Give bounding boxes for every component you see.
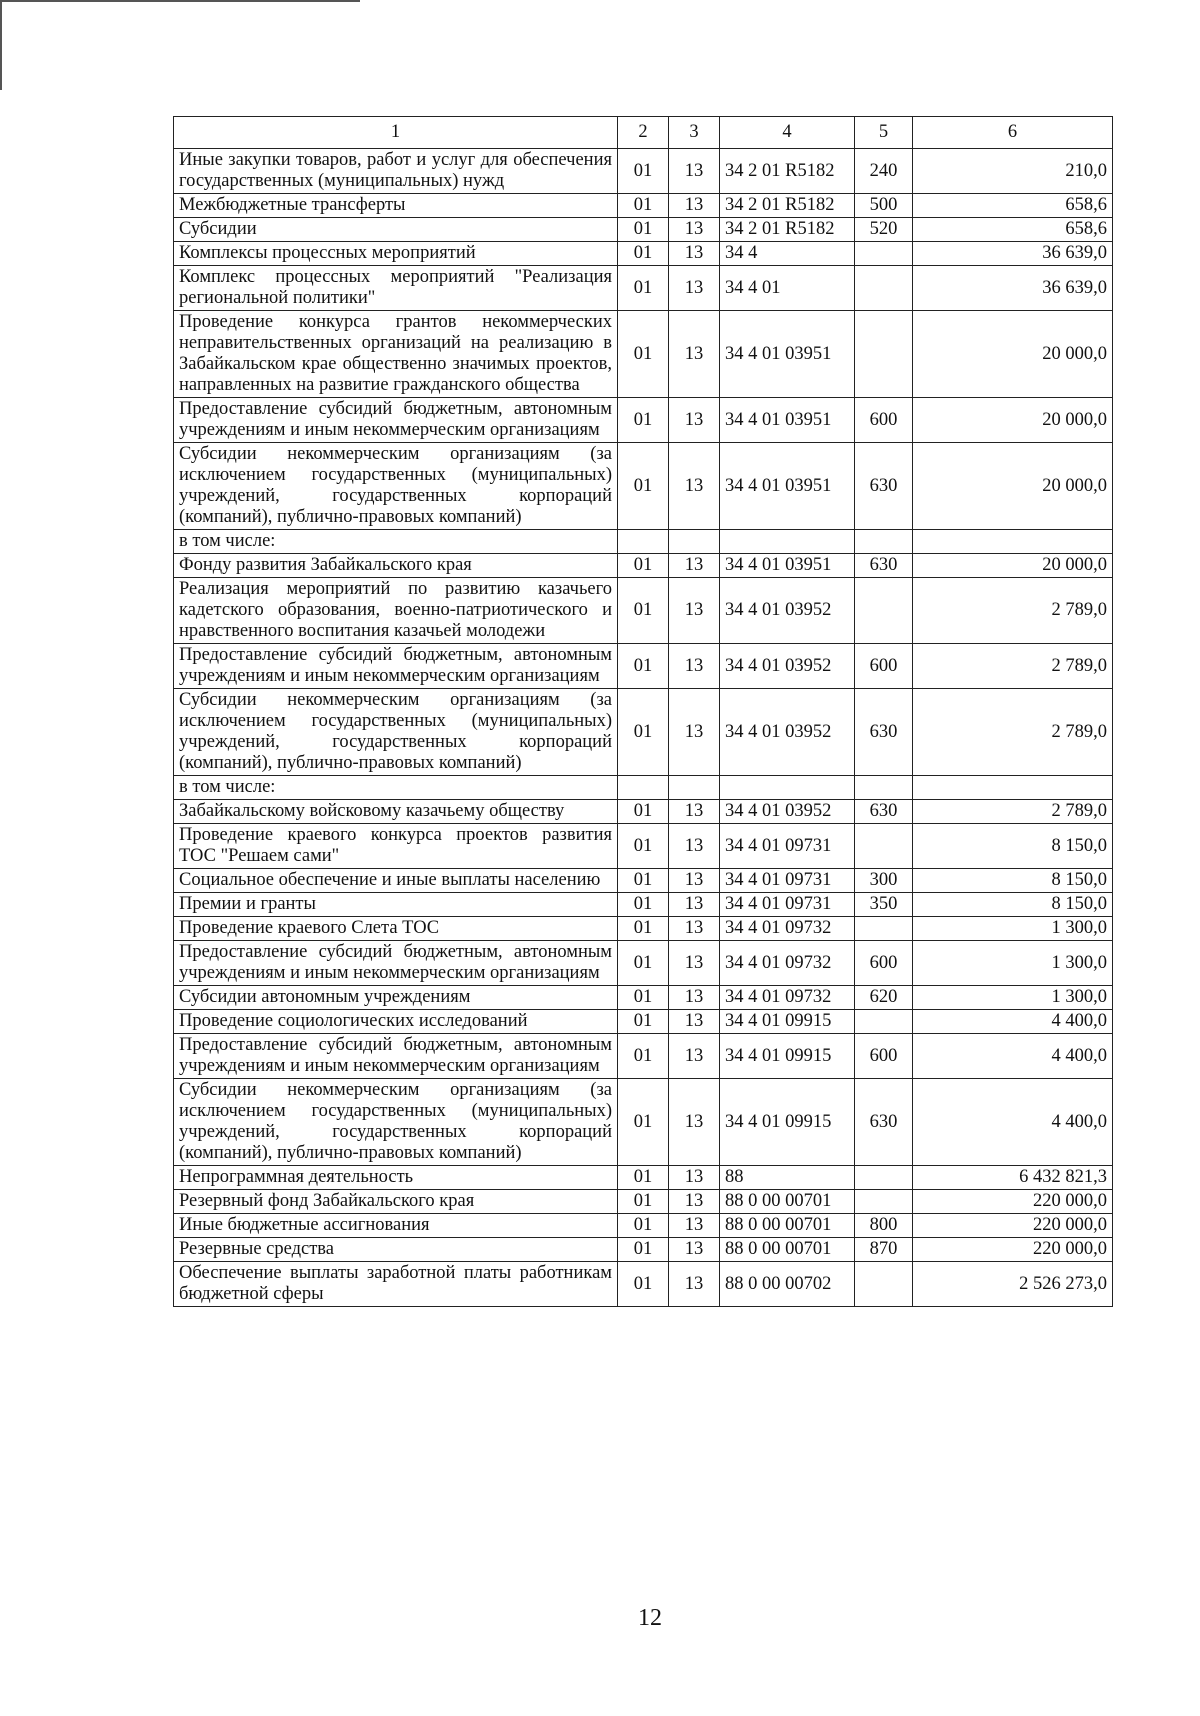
- table-row: [174, 398, 1113, 443]
- row-name: Субсидии некоммерческим организациям (за исключением государственных (муниципальных) учреждений, государственных корпораций (компаний), публично-правовых компаний): [174, 689, 618, 776]
- amount: 2 789,0: [913, 800, 1113, 824]
- section-code: 01: [618, 869, 669, 893]
- section-code: 01: [618, 218, 669, 242]
- row-name: Фонду развития Забайкальского края: [174, 554, 618, 578]
- row-name: Предоставление субсидий бюджетным, автономным учреждениям и иным некоммерческим организациям: [174, 644, 618, 689]
- subsection-code: 13: [669, 1034, 720, 1079]
- table-row: [174, 1262, 1113, 1307]
- target-article-code: 34 4 01 03951: [720, 554, 855, 578]
- row-name: Субсидии: [174, 218, 618, 242]
- row-name: Проведение краевого конкурса проектов развития ТОС "Решаем сами": [174, 824, 618, 869]
- row-name: Проведение краевого Слета ТОС: [174, 917, 618, 941]
- expense-type-code: 630: [855, 689, 913, 776]
- subsection-code: 13: [669, 242, 720, 266]
- expense-type-code: 500: [855, 194, 913, 218]
- target-article-code: 88: [720, 1166, 855, 1190]
- table-row: [174, 689, 1113, 776]
- amount: 210,0: [913, 149, 1113, 194]
- table-row: [174, 1010, 1113, 1034]
- subsection-code: 13: [669, 917, 720, 941]
- amount: 20 000,0: [913, 443, 1113, 530]
- amount: 2 789,0: [913, 578, 1113, 644]
- target-article-code: 34 4 01 09731: [720, 893, 855, 917]
- subsection-code: 13: [669, 1166, 720, 1190]
- subsection-code: 13: [669, 1190, 720, 1214]
- row-name: Субсидии некоммерческим организациям (за исключением государственных (муниципальных) учреждений, государственных корпораций (компаний), публично-правовых компаний): [174, 1079, 618, 1166]
- section-code: 01: [618, 194, 669, 218]
- header-col-3: 3: [669, 117, 720, 149]
- subsection-code: 13: [669, 578, 720, 644]
- header-col-5: 5: [855, 117, 913, 149]
- subsection-code: 13: [669, 824, 720, 869]
- section-code: 01: [618, 398, 669, 443]
- header-col-4: 4: [720, 117, 855, 149]
- section-code: 01: [618, 941, 669, 986]
- row-name: Забайкальскому войсковому казачьему обществу: [174, 800, 618, 824]
- row-name: Социальное обеспечение и иные выплаты населению: [174, 869, 618, 893]
- amount: 36 639,0: [913, 242, 1113, 266]
- table-row: [174, 1166, 1113, 1190]
- table-row: [174, 1190, 1113, 1214]
- table-row: [174, 1214, 1113, 1238]
- table-row: [174, 1238, 1113, 1262]
- subsection-code: 13: [669, 554, 720, 578]
- header-row: [174, 117, 1113, 149]
- expense-type-code: 600: [855, 1034, 913, 1079]
- section-code: 01: [618, 1238, 669, 1262]
- target-article-code: 34 4 01 09732: [720, 917, 855, 941]
- amount: 4 400,0: [913, 1034, 1113, 1079]
- row-name: Предоставление субсидий бюджетным, автономным учреждениям и иным некоммерческим организациям: [174, 1034, 618, 1079]
- amount: 1 300,0: [913, 941, 1113, 986]
- target-article-code: 34 4 01 03951: [720, 311, 855, 398]
- subsection-code: 13: [669, 398, 720, 443]
- subsection-code: 13: [669, 644, 720, 689]
- section-code: 01: [618, 1190, 669, 1214]
- subsection-code: [669, 530, 720, 554]
- amount: 20 000,0: [913, 554, 1113, 578]
- target-article-code: 34 2 01 R5182: [720, 149, 855, 194]
- section-code: 01: [618, 149, 669, 194]
- section-code: 01: [618, 1079, 669, 1166]
- expense-type-code: [855, 1166, 913, 1190]
- table-row: [174, 194, 1113, 218]
- subsection-code: 13: [669, 311, 720, 398]
- target-article-code: 88 0 00 00701: [720, 1238, 855, 1262]
- section-code: 01: [618, 443, 669, 530]
- row-name: в том числе:: [174, 776, 618, 800]
- table-row: [174, 893, 1113, 917]
- section-code: 01: [618, 1010, 669, 1034]
- amount: 1 300,0: [913, 986, 1113, 1010]
- subsection-code: 13: [669, 869, 720, 893]
- amount: 220 000,0: [913, 1238, 1113, 1262]
- row-name: Межбюджетные трансферты: [174, 194, 618, 218]
- section-code: 01: [618, 578, 669, 644]
- section-code: 01: [618, 1034, 669, 1079]
- target-article-code: 34 4 01 09732: [720, 986, 855, 1010]
- target-article-code: 88 0 00 00702: [720, 1262, 855, 1307]
- table-row: [174, 578, 1113, 644]
- row-name: Обеспечение выплаты заработной платы работникам бюджетной сферы: [174, 1262, 618, 1307]
- amount: 36 639,0: [913, 266, 1113, 311]
- subsection-code: [669, 776, 720, 800]
- amount: 220 000,0: [913, 1190, 1113, 1214]
- expense-type-code: [855, 311, 913, 398]
- subsection-code: 13: [669, 443, 720, 530]
- section-code: 01: [618, 917, 669, 941]
- expense-type-code: 630: [855, 554, 913, 578]
- row-name: Предоставление субсидий бюджетным, автономным учреждениям и иным некоммерческим организациям: [174, 941, 618, 986]
- target-article-code: [720, 776, 855, 800]
- target-article-code: 34 4 01 09915: [720, 1034, 855, 1079]
- table-body: [174, 149, 1113, 1307]
- amount: 20 000,0: [913, 311, 1113, 398]
- expense-type-code: [855, 578, 913, 644]
- row-name: Комплексы процессных мероприятий: [174, 242, 618, 266]
- amount: 8 150,0: [913, 869, 1113, 893]
- target-article-code: 88 0 00 00701: [720, 1190, 855, 1214]
- expense-type-code: [855, 917, 913, 941]
- target-article-code: 34 4 01 09915: [720, 1079, 855, 1166]
- expense-type-code: 600: [855, 398, 913, 443]
- expense-type-code: [855, 1262, 913, 1307]
- amount: 6 432 821,3: [913, 1166, 1113, 1190]
- table-row: [174, 218, 1113, 242]
- section-code: 01: [618, 800, 669, 824]
- amount: [913, 776, 1113, 800]
- row-name: Субсидии автономным учреждениям: [174, 986, 618, 1010]
- table-row: [174, 1079, 1113, 1166]
- subsection-code: 13: [669, 986, 720, 1010]
- target-article-code: 88 0 00 00701: [720, 1214, 855, 1238]
- target-article-code: 34 4 01 03952: [720, 800, 855, 824]
- expense-type-code: 520: [855, 218, 913, 242]
- table-row: [174, 869, 1113, 893]
- page-number: 12: [638, 1605, 662, 1631]
- amount: 4 400,0: [913, 1079, 1113, 1166]
- row-name: Непрограммная деятельность: [174, 1166, 618, 1190]
- subsection-code: 13: [669, 1079, 720, 1166]
- subsection-code: 13: [669, 266, 720, 311]
- table-row: [174, 311, 1113, 398]
- header-col-1: 1: [174, 117, 618, 149]
- subsection-code: 13: [669, 1010, 720, 1034]
- amount: 8 150,0: [913, 824, 1113, 869]
- section-code: 01: [618, 689, 669, 776]
- budget-table: [173, 116, 1113, 1307]
- subsection-code: 13: [669, 1262, 720, 1307]
- section-code: 01: [618, 824, 669, 869]
- amount: 2 526 273,0: [913, 1262, 1113, 1307]
- amount: 1 300,0: [913, 917, 1113, 941]
- section-code: 01: [618, 893, 669, 917]
- table-row: [174, 443, 1113, 530]
- target-article-code: 34 4 01 03952: [720, 689, 855, 776]
- row-name: Предоставление субсидий бюджетным, автономным учреждениям и иным некоммерческим организациям: [174, 398, 618, 443]
- section-code: 01: [618, 1214, 669, 1238]
- section-code: 01: [618, 1166, 669, 1190]
- table-row: [174, 242, 1113, 266]
- subsection-code: 13: [669, 149, 720, 194]
- section-code: 01: [618, 242, 669, 266]
- expense-type-code: 350: [855, 893, 913, 917]
- subsection-code: 13: [669, 194, 720, 218]
- target-article-code: 34 4 01: [720, 266, 855, 311]
- amount: 2 789,0: [913, 644, 1113, 689]
- expense-type-code: [855, 776, 913, 800]
- table-row: [174, 1034, 1113, 1079]
- scan-edge-top: [0, 0, 360, 2]
- amount: 2 789,0: [913, 689, 1113, 776]
- subsection-code: 13: [669, 218, 720, 242]
- target-article-code: 34 4 01 09915: [720, 1010, 855, 1034]
- row-name: Проведение социологических исследований: [174, 1010, 618, 1034]
- table-row: [174, 800, 1113, 824]
- amount: 220 000,0: [913, 1214, 1113, 1238]
- row-name: Резервный фонд Забайкальского края: [174, 1190, 618, 1214]
- row-name: Комплекс процессных мероприятий "Реализация региональной политики": [174, 266, 618, 311]
- table-row: [174, 149, 1113, 194]
- target-article-code: 34 4 01 09731: [720, 869, 855, 893]
- scan-edge-left: [0, 0, 2, 90]
- table-row: [174, 776, 1113, 800]
- header-col-6: 6: [913, 117, 1113, 149]
- expense-type-code: 630: [855, 800, 913, 824]
- expense-type-code: [855, 242, 913, 266]
- table-row: [174, 530, 1113, 554]
- expense-type-code: [855, 266, 913, 311]
- table-row: [174, 554, 1113, 578]
- target-article-code: 34 4 01 03952: [720, 644, 855, 689]
- target-article-code: 34 4 01 09732: [720, 941, 855, 986]
- target-article-code: 34 4 01 09731: [720, 824, 855, 869]
- row-name: Субсидии некоммерческим организациям (за исключением государственных (муниципальных) учреждений, государственных корпораций (компаний), публично-правовых компаний): [174, 443, 618, 530]
- amount: 658,6: [913, 218, 1113, 242]
- row-name: Премии и гранты: [174, 893, 618, 917]
- subsection-code: 13: [669, 893, 720, 917]
- target-article-code: 34 2 01 R5182: [720, 194, 855, 218]
- expense-type-code: 600: [855, 941, 913, 986]
- table-row: [174, 644, 1113, 689]
- section-code: [618, 776, 669, 800]
- section-code: 01: [618, 311, 669, 398]
- row-name: Иные закупки товаров, работ и услуг для обеспечения государственных (муниципальных) нужд: [174, 149, 618, 194]
- table-row: [174, 824, 1113, 869]
- section-code: 01: [618, 644, 669, 689]
- expense-type-code: [855, 1190, 913, 1214]
- row-name: Иные бюджетные ассигнования: [174, 1214, 618, 1238]
- row-name: Реализация мероприятий по развитию казачьего кадетского образования, военно-патриотического и нравственного воспитания казачьей молодежи: [174, 578, 618, 644]
- amount: 8 150,0: [913, 893, 1113, 917]
- expense-type-code: [855, 824, 913, 869]
- expense-type-code: 240: [855, 149, 913, 194]
- row-name: Проведение конкурса грантов некоммерческих неправительственных организаций на реализацию в Забайкальском крае общественно значимых проектов, направленных на развитие гражданского общества: [174, 311, 618, 398]
- amount: 658,6: [913, 194, 1113, 218]
- expense-type-code: 300: [855, 869, 913, 893]
- target-article-code: 34 4 01 03951: [720, 443, 855, 530]
- expense-type-code: 870: [855, 1238, 913, 1262]
- target-article-code: 34 2 01 R5182: [720, 218, 855, 242]
- subsection-code: 13: [669, 689, 720, 776]
- subsection-code: 13: [669, 941, 720, 986]
- table-row: [174, 941, 1113, 986]
- section-code: 01: [618, 986, 669, 1010]
- section-code: 01: [618, 554, 669, 578]
- subsection-code: 13: [669, 1238, 720, 1262]
- expense-type-code: [855, 530, 913, 554]
- table-row: [174, 986, 1113, 1010]
- header-col-2: 2: [618, 117, 669, 149]
- expense-type-code: 800: [855, 1214, 913, 1238]
- expense-type-code: 600: [855, 644, 913, 689]
- section-code: [618, 530, 669, 554]
- expense-type-code: [855, 1010, 913, 1034]
- subsection-code: 13: [669, 800, 720, 824]
- section-code: 01: [618, 266, 669, 311]
- target-article-code: 34 4 01 03952: [720, 578, 855, 644]
- table-row: [174, 917, 1113, 941]
- expense-type-code: 630: [855, 1079, 913, 1166]
- amount: [913, 530, 1113, 554]
- expense-type-code: 620: [855, 986, 913, 1010]
- amount: 4 400,0: [913, 1010, 1113, 1034]
- amount: 20 000,0: [913, 398, 1113, 443]
- target-article-code: 34 4 01 03951: [720, 398, 855, 443]
- row-name: в том числе:: [174, 530, 618, 554]
- row-name: Резервные средства: [174, 1238, 618, 1262]
- target-article-code: [720, 530, 855, 554]
- subsection-code: 13: [669, 1214, 720, 1238]
- target-article-code: 34 4: [720, 242, 855, 266]
- section-code: 01: [618, 1262, 669, 1307]
- table-row: [174, 266, 1113, 311]
- expense-type-code: 630: [855, 443, 913, 530]
